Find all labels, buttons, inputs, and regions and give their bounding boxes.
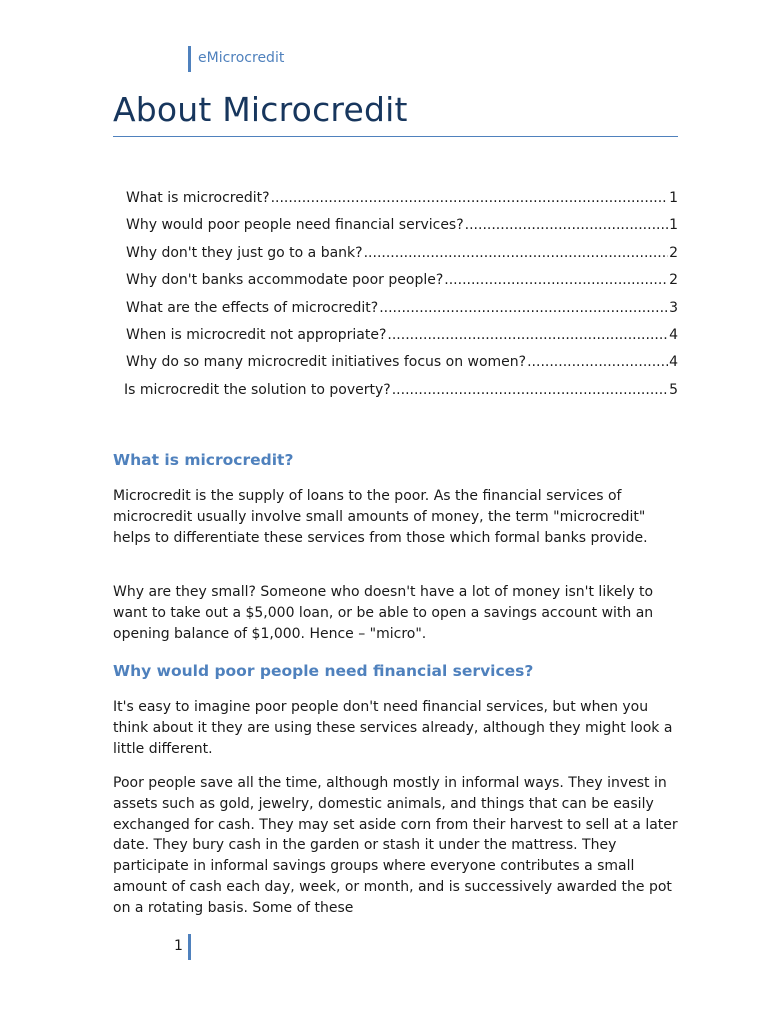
body-paragraph: It's easy to imagine poor people don't need financial services, but when you think about it they are using these services already, although they might look a little different. bbox=[113, 699, 673, 757]
document-header: eMicrocredit bbox=[198, 50, 285, 66]
toc-entry-page: 4 bbox=[669, 326, 678, 343]
section-heading: What is microcredit? bbox=[113, 451, 294, 469]
toc-entry[interactable] bbox=[126, 272, 678, 299]
table-of-contents bbox=[126, 190, 678, 409]
toc-leader-dots bbox=[379, 300, 668, 316]
toc-entry[interactable] bbox=[124, 382, 678, 409]
toc-entry-page: 4 bbox=[669, 354, 678, 371]
toc-leader-dots bbox=[387, 327, 668, 343]
toc-leader-dots bbox=[527, 354, 668, 370]
toc-entry[interactable] bbox=[126, 217, 678, 244]
toc-leader-dots bbox=[465, 217, 668, 233]
toc-entry-label: Why don't banks accommodate poor people? bbox=[126, 272, 444, 289]
toc-entry[interactable] bbox=[126, 245, 678, 272]
page-title: About Microcredit bbox=[113, 90, 408, 129]
toc-entry[interactable] bbox=[126, 190, 678, 217]
toc-entry-label: When is microcredit not appropriate? bbox=[126, 326, 387, 343]
toc-entry-label: Is microcredit the solution to poverty? bbox=[124, 381, 391, 398]
body-paragraph: Why are they small? Someone who doesn't have a lot of money isn't likely to want to take out a $5,000 loan, or be able to open a savings account with an opening balance of $1,000. Hence – "micro". bbox=[113, 584, 654, 642]
toc-entry-label: What is microcredit? bbox=[126, 190, 270, 206]
toc-entry-page: 3 bbox=[669, 299, 678, 316]
toc-entry[interactable] bbox=[126, 300, 678, 327]
toc-entry-label: Why would poor people need financial services? bbox=[126, 217, 464, 234]
toc-entry-label: What are the effects of microcredit? bbox=[126, 299, 379, 316]
toc-entry-page: 2 bbox=[669, 272, 678, 289]
toc-entry[interactable] bbox=[126, 327, 678, 354]
page-number: 1 bbox=[174, 938, 183, 954]
toc-entry-page: 1 bbox=[669, 217, 678, 234]
footer-accent-bar bbox=[188, 934, 191, 960]
body-paragraph: Microcredit is the supply of loans to the poor. As the financial services of microcredit usually involve small amounts of money, the term "microcredit" helps to differentiate these services from those which formal banks provide. bbox=[113, 488, 648, 546]
toc-entry-page: 1 bbox=[669, 190, 678, 206]
toc-entry-page: 5 bbox=[669, 381, 678, 398]
toc-entry-page: 2 bbox=[669, 244, 678, 261]
header-accent-bar bbox=[188, 46, 191, 72]
toc-leader-dots bbox=[271, 190, 669, 206]
toc-entry[interactable] bbox=[126, 354, 678, 381]
toc-entry-label: Why do so many microcredit initiatives focus on women? bbox=[126, 354, 527, 371]
toc-leader-dots bbox=[444, 272, 668, 288]
title-divider bbox=[113, 136, 678, 137]
toc-entry-label: Why don't they just go to a bank? bbox=[126, 244, 363, 261]
toc-leader-dots bbox=[392, 382, 668, 398]
section-heading: Why would poor people need financial services? bbox=[113, 662, 534, 680]
toc-leader-dots bbox=[364, 245, 668, 261]
body-paragraph: Poor people save all the time, although mostly in informal ways. They invest in assets such as gold, jewelry, domestic animals, and things that can be easily exchanged for cash. They may set aside corn from their harvest to sell at a later date. They bury cash in the garden or stash it under the mattress. They participate in informal savings groups where everyone contributes a small amount of cash each day, week, or month, and is successively awarded the pot on a rotating basis. Some of these bbox=[113, 775, 678, 916]
